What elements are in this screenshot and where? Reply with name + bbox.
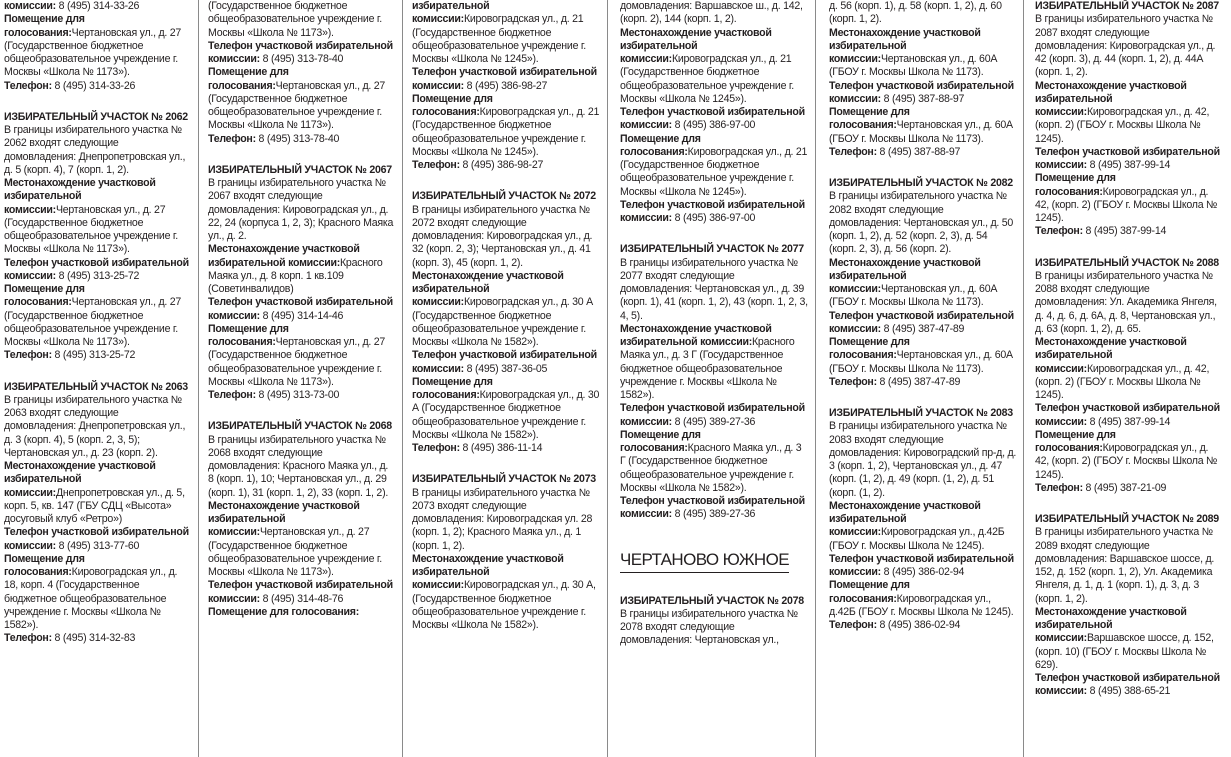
bold-label: Помещение для голосования: bbox=[4, 13, 85, 39]
body-text: Кировоградская ул., д. 42, (корп. 2) (ГБОУ г. Москвы Школа № 1245). bbox=[1035, 442, 1218, 481]
bold-label: Помещение для голосования: bbox=[4, 552, 85, 578]
body-text: 8 (495) 314-32-83 bbox=[54, 632, 136, 645]
bold-label: Телефон участковой избирательной комиссии: bbox=[1035, 672, 1220, 698]
body-text: Красного Маяка ул., д. 8 корп. 1 кв.109 (Советинвалидов) bbox=[208, 256, 383, 295]
column-5 bbox=[829, 0, 1017, 757]
body-text: Чертановская ул., д. 60А (ГБОУ г. Москвы Школа № 1173). bbox=[829, 283, 998, 309]
body-text: 8 (495) 387-99-14 bbox=[1089, 415, 1171, 428]
bold-label: Местонахождение участковой избирательной комиссии: bbox=[208, 243, 360, 269]
text-paragraph bbox=[208, 66, 396, 132]
precinct-heading: ИЗБИРАТЕЛЬНЫЙ УЧАСТОК № 2063 bbox=[4, 380, 188, 393]
text-paragraph bbox=[829, 420, 1017, 500]
body-text: 8 (495) 388-65-21 bbox=[1089, 685, 1171, 698]
bold-label: Телефон: bbox=[412, 442, 463, 454]
text-paragraph bbox=[620, 133, 808, 199]
body-text: 8 (495) 386-97-00 bbox=[674, 212, 756, 224]
body-text: В границы избирательного участка № 2063 входят следующие домовладения: Днепропетровская ул., д. 3 (корп. 4), 5 (корп. 2, 3, 5); Чертановская ул., д. 23 (корп. 2). bbox=[4, 393, 186, 459]
body-text: 8 (495) 313-73-00 bbox=[258, 389, 340, 401]
text-paragraph bbox=[208, 500, 396, 580]
text-paragraph bbox=[412, 442, 600, 455]
body-text: Кировоградская ул., д. 30 А, (Государственное бюджетное общеобразовательное учреждение г. Москвы «Школа № 1582»). bbox=[412, 579, 596, 631]
precinct-heading: ИЗБИРАТЕЛЬНЫЙ УЧАСТОК № 2083 bbox=[829, 407, 1013, 419]
bold-label: Телефон участковой избирательной комиссии: bbox=[829, 79, 1014, 105]
text-paragraph bbox=[412, 487, 600, 553]
bold-label: Местонахождение участковой избирательной комиссии: bbox=[1035, 79, 1187, 118]
text-paragraph bbox=[829, 257, 1017, 310]
text-paragraph bbox=[829, 579, 1017, 619]
text-paragraph bbox=[620, 323, 808, 403]
body-text: Кировоградская ул., д. 21 (Государственное бюджетное общеобразовательное учреждение г. Москвы «Школа № 1245»). bbox=[412, 13, 586, 65]
body-text: В границы избирательного участка № 2082 входят следующие домовладения: Чертановская ул., д. 50 (корп. 1, 2), д. 52 (корп. 2, 3), д. 54 (корп. 2, 3), д. 56 (корп. 2). bbox=[829, 190, 1014, 256]
bold-label: Телефон: bbox=[829, 375, 880, 388]
precinct-heading: ИЗБИРАТЕЛЬНЫЙ УЧАСТОК № 2082 bbox=[829, 177, 1013, 189]
body-text: В границы избирательного участка № 2089 входят следующие домовладения: Варшавское шоссе, д. 152, д. 152 (корп. 1, 2), Ул. Академика Янгеля, д. 1, д. 1 (корп. 1), д. 3, д. 3 (корп. 1, 2). bbox=[1035, 526, 1215, 605]
bold-label: Телефон участковой избирательной комиссии: bbox=[620, 402, 805, 428]
text-paragraph bbox=[208, 177, 396, 243]
text-paragraph bbox=[4, 0, 192, 13]
body-text: В границы избирательного участка № 2068 входят следующие домовладения: Красного Маяка ул., д. 8 (корп. 1), 10; Чертановская ул., д. 29 (корп. 1), 31 (корп. 1, 2), 33 (корп. 1, 2). bbox=[208, 433, 389, 499]
bold-label: Помещение для голосования: bbox=[412, 92, 493, 118]
body-text: В границы избирательного участка № 2072 входят следующие домовладения: Кировоградская ул., д. 32 (корп. 2, 3); Чертановская ул., д. 41 (корп. 3), 45 (корп. 1, 2). bbox=[412, 203, 593, 269]
bold-label: Помещение для голосования: bbox=[412, 375, 493, 401]
text-paragraph bbox=[208, 389, 396, 402]
body-text: Чертановская ул., д. 27 (Государственное бюджетное общеобразовательное учреждение г. Москвы «Школа № 1173»). bbox=[208, 79, 386, 132]
column-divider bbox=[815, 0, 816, 757]
precinct-heading: ИЗБИРАТЕЛЬНЫЙ УЧАСТОК № 2072 bbox=[412, 190, 596, 203]
bold-label: Местонахождение участковой избирательной комиссии: bbox=[620, 322, 772, 348]
body-text: 8 (495) 387-99-14 bbox=[1089, 159, 1171, 171]
bold-label: Местонахождение участковой избирательной комиссии: bbox=[1035, 336, 1187, 375]
body-text: Чертановская ул., д. 27 (Государственное бюджетное общеобразовательное учреждение г. Москвы «Школа № 1173»). bbox=[4, 296, 182, 348]
bold-label: Телефон: bbox=[208, 389, 259, 401]
bold-label: Телефон: bbox=[1035, 225, 1086, 238]
body-text: 8 (495) 387-88-97 bbox=[879, 145, 961, 158]
bold-label: Местонахождение участковой избирательной комиссии: bbox=[829, 26, 981, 65]
body-text: 8 (495) 387-88-97 bbox=[883, 92, 965, 105]
body-text: Кировоградская ул., д. 21 (Государственное бюджетное общеобразовательное учреждение г. Москвы «Школа № 1245»). bbox=[620, 53, 794, 105]
bold-label: комиссии: bbox=[4, 0, 59, 12]
body-text: 8 (495) 314-33-26 bbox=[54, 79, 136, 92]
text-paragraph bbox=[829, 376, 1017, 389]
body-text: Кировоградская ул., д.42Б (ГБОУ г. Москвы Школа № 1245). bbox=[829, 526, 1005, 552]
body-text: Чертановская ул., д. 27 (Государственное бюджетное общеобразовательное учреждение г. Москвы «Школа № 1173»). bbox=[4, 203, 178, 256]
text-paragraph bbox=[1035, 172, 1223, 225]
body-text: Кировоградская ул., д. 21 (Государственное бюджетное общеобразовательное учреждение г. Москвы «Школа № 1245»). bbox=[620, 145, 808, 198]
text-paragraph bbox=[412, 66, 600, 93]
body-text: 8 (495) 386-97-00 bbox=[674, 119, 756, 132]
bold-label: Телефон участковой избирательной комиссии: bbox=[620, 106, 805, 132]
body-text: Кировоградская ул., д. 42, (корп. 2) (ГБОУ г. Москвы Школа № 1245). bbox=[1035, 106, 1210, 145]
bold-label: Местонахождение участковой избирательной комиссии: bbox=[4, 177, 156, 216]
bold-label: Телефон: bbox=[4, 79, 55, 92]
precinct-heading: ИЗБИРАТЕЛЬНЫЙ УЧАСТОК № 2068 bbox=[208, 420, 392, 433]
body-text: 8 (495) 387-47-89 bbox=[879, 375, 961, 388]
text-paragraph bbox=[4, 394, 192, 460]
text-paragraph bbox=[1035, 146, 1223, 173]
text-paragraph bbox=[1035, 270, 1223, 336]
body-text: 8 (495) 387-47-89 bbox=[883, 322, 965, 335]
body-text: 8 (495) 314-48-76 bbox=[262, 592, 344, 605]
text-paragraph bbox=[1035, 13, 1223, 79]
text-paragraph bbox=[620, 257, 808, 323]
body-text: Варшавское шоссе, д. 152, (корп. 10) (ГБОУ г. Москвы Школа № 629). bbox=[1035, 632, 1214, 671]
text-paragraph bbox=[4, 124, 192, 177]
body-text: 8 (495) 386-11-14 bbox=[462, 442, 543, 454]
text-paragraph bbox=[829, 336, 1017, 376]
text-paragraph bbox=[1035, 672, 1223, 699]
text-paragraph bbox=[412, 0, 600, 66]
text-paragraph bbox=[1035, 482, 1223, 495]
text-paragraph bbox=[4, 553, 192, 633]
column-1 bbox=[4, 0, 192, 757]
text-paragraph bbox=[4, 632, 192, 645]
bold-label: Местонахождение участковой избирательной комиссии: bbox=[412, 269, 564, 309]
text-paragraph bbox=[208, 0, 396, 40]
body-text: В границы избирательного участка № 2062 входят следующие домовладения: Днепропетровская ул., д. 5 (корп. 4), 7 (корп. 1, 2). bbox=[4, 124, 186, 176]
column-3 bbox=[412, 0, 600, 757]
body-text: Днепропетровская ул., д. 5, корп. 5, кв. 147 (ГБУ СДЦ «Высота» досуговый клуб «Ретро») bbox=[4, 486, 185, 525]
body-text: 8 (495) 313-25-72 bbox=[58, 269, 140, 282]
column-4 bbox=[620, 0, 808, 757]
bold-label: Телефон участковой избирательной комиссии: bbox=[208, 39, 393, 65]
bold-label: Телефон участковой избирательной комиссии: bbox=[412, 349, 597, 375]
body-text: 8 (495) 386-02-94 bbox=[879, 619, 961, 631]
bold-label: Телефон участковой избирательной комиссии: bbox=[208, 296, 393, 322]
bold-label: Телефон участковой избирательной комиссии: bbox=[620, 495, 805, 521]
bold-label: Телефон: bbox=[1035, 481, 1086, 494]
precinct-heading: ИЗБИРАТЕЛЬНЫЙ УЧАСТОК № 2087 bbox=[1035, 0, 1219, 12]
bold-label: Помещение для голосования: bbox=[208, 322, 289, 348]
text-paragraph bbox=[829, 80, 1017, 107]
body-text: 8 (495) 386-98-27 bbox=[466, 79, 548, 92]
bold-label: Телефон участковой избирательной комиссии: bbox=[4, 526, 189, 552]
text-paragraph bbox=[208, 133, 396, 146]
body-text: Кировоградская ул., д. 21 (Государственное бюджетное общеобразовательное учреждение г. Москвы «Школа № 1245»). bbox=[412, 106, 600, 158]
body-text: (Государственное бюджетное общеобразовательное учреждение г. Москвы «Школа № 1173»). bbox=[208, 0, 382, 39]
body-text: В границы избирательного участка № 2067 входят следующие домовладения: Кировоградская ул., д. 22, 24 (корпуса 1, 2, 3); Красного Маяка ул., д. 2. bbox=[208, 177, 394, 242]
body-text: В границы избирательного участка № 2083 входят следующие домовладения: Кировоградский пр-д, д. 3 (корп. 1, 2), Чертановская ул., д. 47 (корп. (1, 2), д. 49 (корп. (1, 2), д. 51 (корп. (1, 2). bbox=[829, 420, 1017, 499]
text-paragraph bbox=[829, 500, 1017, 553]
text-paragraph bbox=[620, 106, 808, 133]
text-paragraph bbox=[829, 553, 1017, 580]
body-text: Чертановская ул., д. 60А (ГБОУ г. Москвы Школа № 1173). bbox=[829, 119, 1013, 145]
text-paragraph bbox=[620, 429, 808, 495]
bold-label: Телефон: bbox=[4, 632, 55, 645]
text-paragraph bbox=[4, 177, 192, 257]
bold-label: Местонахождение участковой избирательной комиссии: bbox=[1035, 605, 1187, 645]
bold-label: Телефон участковой избирательной комиссии: bbox=[829, 552, 1014, 578]
body-text: Чертановская ул., д. 27 (Государственное бюджетное общеобразовательное учреждение г. Москвы «Школа № 1173»). bbox=[208, 526, 382, 578]
body-text: Кировоградская ул., д.42Б (ГБОУ г. Москвы Школа № 1245). bbox=[829, 592, 1014, 618]
text-paragraph bbox=[4, 257, 192, 284]
column-divider bbox=[402, 0, 403, 757]
bold-label: Помещение для голосования: bbox=[208, 605, 359, 618]
bold-label: Местонахождение участковой избирательной комиссии: bbox=[208, 499, 360, 539]
bold-label: Помещение для голосования: bbox=[829, 579, 910, 605]
text-paragraph bbox=[412, 270, 600, 350]
bold-label: Телефон участковой избирательной комиссии: bbox=[1035, 145, 1220, 171]
text-paragraph bbox=[412, 349, 600, 376]
bold-label: Телефон участковой избирательной комиссии: bbox=[208, 579, 393, 605]
text-paragraph bbox=[1035, 336, 1223, 402]
body-text: Кировоградская ул., д. 42, (корп. 2) (ГБОУ г. Москвы Школа № 1245). bbox=[1035, 185, 1218, 224]
bold-label: Помещение для голосования: bbox=[829, 106, 910, 132]
text-paragraph bbox=[208, 606, 396, 619]
text-paragraph bbox=[1035, 225, 1223, 238]
text-paragraph bbox=[412, 93, 600, 159]
bold-label: Помещение для голосования: bbox=[1035, 172, 1116, 198]
text-paragraph bbox=[829, 190, 1017, 256]
bold-label: Телефон участковой избирательной комиссии: bbox=[1035, 402, 1220, 428]
text-paragraph bbox=[4, 349, 192, 362]
text-paragraph bbox=[1035, 526, 1223, 606]
bold-label: избирательной комиссии: bbox=[412, 0, 490, 26]
body-text: Кировоградская ул., д. 30 А (Государственное бюджетное общеобразовательное учреждение г. Москвы «Школа № 1582»). bbox=[412, 296, 593, 348]
bold-label: Местонахождение участковой избирательной комиссии: bbox=[4, 460, 156, 499]
bold-label: Телефон: bbox=[829, 145, 880, 158]
text-paragraph bbox=[1035, 429, 1223, 482]
text-paragraph bbox=[208, 243, 396, 296]
body-text: Красного Маяка ул., д. 3 Г (Государственное бюджетное общеобразовательное учреждение г. Москвы «Школа № 1582»). bbox=[620, 442, 802, 494]
body-text: В границы избирательного участка № 2078 входят следующие домовладения: Чертановская ул., bbox=[620, 607, 798, 647]
text-paragraph bbox=[4, 460, 192, 526]
body-text: 8 (495) 313-77-60 bbox=[58, 539, 140, 552]
column-divider bbox=[607, 0, 608, 757]
body-text: В границы избирательного участка № 2088 входят следующие домовладения: Ул. Академика Янгеля, д. 4, д. 6, д. 6А, д. 8, Чертановская ул., д. 63 (корп. 1, 2), д. 65. bbox=[1035, 269, 1217, 335]
text-paragraph bbox=[620, 0, 808, 27]
body-text: 8 (495) 313-25-72 bbox=[54, 349, 136, 362]
text-paragraph bbox=[620, 27, 808, 107]
bold-label: Помещение для голосования: bbox=[620, 132, 701, 158]
bold-label: Помещение для голосования: bbox=[1035, 428, 1116, 454]
bold-label: Телефон: bbox=[4, 349, 55, 362]
bold-label: Помещение для голосования: bbox=[4, 283, 85, 309]
text-paragraph bbox=[1035, 80, 1223, 146]
precinct-heading: ИЗБИРАТЕЛЬНЫЙ УЧАСТОК № 2077 bbox=[620, 243, 804, 256]
bold-label: Местонахождение участковой избирательной комиссии: bbox=[829, 256, 981, 295]
text-paragraph bbox=[829, 619, 1017, 632]
text-paragraph bbox=[829, 310, 1017, 337]
precinct-heading: ИЗБИРАТЕЛЬНЫЙ УЧАСТОК № 2073 bbox=[412, 473, 596, 486]
bold-label: Телефон участковой избирательной комиссии: bbox=[4, 256, 189, 282]
column-divider bbox=[198, 0, 199, 757]
bold-label: Помещение для голосования: bbox=[620, 428, 701, 454]
text-paragraph bbox=[620, 199, 808, 226]
body-text: Красного Маяка ул., д. 3 Г (Государственное бюджетное общеобразовательное учреждение г. Москвы «Школа № 1582»). bbox=[620, 336, 795, 401]
text-paragraph bbox=[620, 402, 808, 429]
body-text: 8 (495) 386-02-94 bbox=[883, 566, 965, 578]
bold-label: Помещение для голосования: bbox=[208, 66, 289, 92]
district-heading: ЧЕРТАНОВО ЮЖНОЕ bbox=[620, 550, 789, 573]
text-paragraph bbox=[1035, 606, 1223, 672]
bold-label: Телефон участковой избирательной комиссии: bbox=[620, 198, 805, 224]
text-paragraph bbox=[412, 376, 600, 442]
text-paragraph bbox=[4, 13, 192, 79]
body-text: 8 (495) 313-78-40 bbox=[258, 132, 340, 145]
body-text: 8 (495) 313-78-40 bbox=[262, 53, 344, 65]
body-text: Кировоградская ул., д. 42, (корп. 2) (ГБОУ г. Москвы Школа № 1245). bbox=[1035, 362, 1210, 401]
body-text: В границы избирательного участка № 2077 входят следующие домовладения: Чертановская ул., д. 39 (корп. 1), 41 (корп. 1, 2), 43 (корп. 1, 2, 3, 4, 5). bbox=[620, 256, 808, 322]
bold-label: Телефон участковой избирательной комиссии: bbox=[829, 309, 1014, 335]
text-paragraph bbox=[620, 495, 808, 522]
body-text: Чертановская ул., д. 60А (ГБОУ г. Москвы Школа № 1173). bbox=[829, 53, 998, 79]
body-text: 8 (495) 386-98-27 bbox=[462, 159, 544, 171]
column-2 bbox=[208, 0, 396, 757]
precinct-heading: ИЗБИРАТЕЛЬНЫЙ УЧАСТОК № 2078 bbox=[620, 594, 804, 607]
column-6 bbox=[1035, 0, 1223, 757]
text-paragraph bbox=[412, 204, 600, 270]
precinct-heading: ИЗБИРАТЕЛЬНЫЙ УЧАСТОК № 2067 bbox=[208, 163, 392, 176]
precinct-heading: ИЗБИРАТЕЛЬНЫЙ УЧАСТОК № 2062 bbox=[4, 110, 188, 123]
text-paragraph bbox=[4, 80, 192, 93]
text-paragraph bbox=[412, 159, 600, 172]
text-paragraph bbox=[412, 553, 600, 633]
text-paragraph bbox=[208, 434, 396, 500]
body-text: Кировоградская ул., д. 18, корп. 4 (Государственное бюджетное общеобразовательное учреждение г. Москвы «Школа № 1582»). bbox=[4, 566, 178, 631]
body-text: домовладения: Варшавское ш., д. 142, (корп. 2), 144 (корп. 1, 2). bbox=[620, 0, 803, 26]
body-text: 8 (495) 387-99-14 bbox=[1085, 225, 1167, 238]
text-paragraph bbox=[620, 608, 808, 648]
bold-label: Телефон: bbox=[829, 619, 880, 631]
bold-label: Местонахождение участковой избирательной комиссии: bbox=[412, 552, 564, 592]
body-text: 8 (495) 387-21-09 bbox=[1085, 481, 1167, 494]
text-paragraph bbox=[208, 40, 396, 67]
bold-label: Телефон: bbox=[412, 159, 463, 171]
text-paragraph bbox=[829, 106, 1017, 146]
precinct-heading: ИЗБИРАТЕЛЬНЫЙ УЧАСТОК № 2089 bbox=[1035, 513, 1219, 525]
body-text: Кировоградская ул., д. 30 А (Государственное бюджетное общеобразовательное учреждение г. Москвы «Школа № 1582»). bbox=[412, 389, 600, 441]
text-paragraph bbox=[208, 296, 396, 323]
body-text: В границы избирательного участка № 2087 входят следующие домовладения: Кировоградская ул., д. 42 (корп. 3), д. 44 (корп. 1, 2), д. 44А (корп. 1, 2). bbox=[1035, 13, 1216, 79]
body-text: д. 56 (корп. 1), д. 58 (корп. 1, 2), д. 60 (корп. 1, 2). bbox=[829, 0, 1002, 26]
bold-label: Местонахождение участковой избирательной комиссии: bbox=[620, 26, 772, 65]
body-text: 8 (495) 389-27-36 bbox=[674, 415, 756, 428]
text-paragraph bbox=[4, 526, 192, 553]
body-text: Чертановская ул., д. 27 (Государственное бюджетное общеобразовательное учреждение г. Москвы «Школа № 1173»). bbox=[208, 336, 386, 388]
text-paragraph bbox=[1035, 402, 1223, 429]
text-paragraph bbox=[829, 27, 1017, 80]
text-paragraph bbox=[4, 283, 192, 349]
body-text: Чертановская ул., д. 27 (Государственное бюджетное общеобразовательное учреждение г. Москвы «Школа № 1173»). bbox=[4, 26, 182, 79]
body-text: В границы избирательного участка № 2073 входят следующие домовладения: Кировоградская ул. 28 (корп. 1, 2); Красного Маяка ул., д. 1 (корп. 1, 2). bbox=[412, 486, 593, 552]
body-text: 8 (495) 389-27-36 bbox=[674, 508, 756, 521]
text-paragraph bbox=[829, 146, 1017, 159]
body-text: 8 (495) 314-33-26 bbox=[58, 0, 140, 12]
body-text: 8 (495) 387-36-05 bbox=[466, 362, 548, 375]
bold-label: Местонахождение участковой избирательной комиссии: bbox=[829, 499, 981, 539]
precinct-heading: ИЗБИРАТЕЛЬНЫЙ УЧАСТОК № 2088 bbox=[1035, 256, 1219, 269]
text-paragraph bbox=[208, 579, 396, 606]
body-text: 8 (495) 314-14-46 bbox=[262, 309, 344, 322]
bold-label: Телефон: bbox=[208, 132, 259, 145]
body-text: Чертановская ул., д. 60А (ГБОУ г. Москвы Школа № 1173). bbox=[829, 349, 1013, 375]
column-divider bbox=[1023, 0, 1024, 757]
bold-label: Телефон участковой избирательной комиссии: bbox=[412, 66, 597, 92]
text-paragraph bbox=[829, 0, 1017, 27]
text-paragraph bbox=[208, 323, 396, 389]
bold-label: Помещение для голосования: bbox=[829, 336, 910, 362]
